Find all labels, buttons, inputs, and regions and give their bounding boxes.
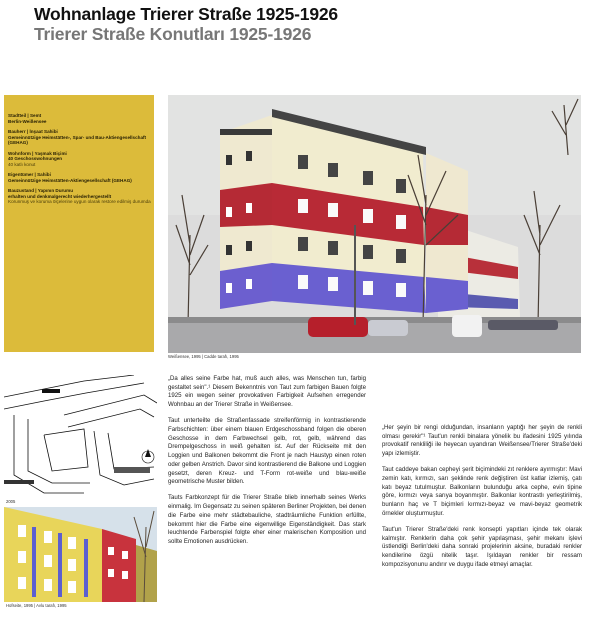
text-column-tr — [382, 424, 582, 577]
page-title-de: Wohnanlage Trierer Straße 1925-1926 — [34, 4, 338, 24]
info-stadtteil-label: Stadtteil | Semt — [8, 113, 42, 118]
info-list — [8, 113, 152, 210]
text-tr-paragraph: Taut'un Trierer Straße'deki renk konsepti yapıtları içinde tek olarak kalmıştır. Renklerin daha çok şehir yapılaşması, şehir mekanı işlevi üstlendiği Berlin'deki daha sonraki projelerinin aksine, buradaki renkler kendilerine özgü nitelik taşır. Işıldayan renkler bir ressam kompozisyonunu andırır ve duygu ifade etmeyi amaçlar. — [382, 526, 582, 568]
text-column-de — [168, 375, 366, 554]
info-bauzustand — [8, 188, 152, 205]
text-de-paragraph: Tauts Farbkonzept für die Trierer Straße blieb innerhalb seines Werks einmalig. Im Gegensatz zu seinen späteren Berliner Projekten, bei denen die Farbe eine mehr städtebauliche, stadträumliche Funktion erfüllte, bekommt hier die Farbe eine eigenwillige Eigenständigkeit. Das stark leuchtende Farbenspiel folgte eher einer malerischen Komposition und sollte Emotionen ausdrücken. — [168, 494, 366, 545]
info-bauherr-value: Gemeinnützige Heimstätten-, Spar- und Bau-Aktiengesellschaft (GEHAG) — [8, 134, 147, 146]
info-stadtteil-value: Berlin-Weißensee — [8, 118, 47, 124]
info-bauzustand-tr: Korunmuş ve koruma ölçelerine uygun olarak restore edilmiş durumda — [8, 199, 151, 205]
info-eigentuemer — [8, 172, 152, 183]
text-tr-paragraph: „Her şeyin bir rengi olduğundan, insanların yaptığı her şeyin de renkli olması gerekir"¹ Taut'un renkli binalara yönelik bu ifadesini 1925 yılında provokatif renkliliği ile heyecan uyandıran Weißensee/Trierer Straße'deki yapı izlemiştir. — [382, 424, 582, 458]
site-plan-label: 2005 — [6, 499, 16, 504]
info-bauherr — [8, 129, 152, 146]
info-eigentuemer-value: Gemeinnützige Heimstätten-Aktiengesellschaft (GEHAG) — [8, 177, 132, 183]
info-stadtteil — [8, 113, 152, 124]
courtyard-photo — [4, 507, 157, 602]
info-wohnform-tr: 40 katlı konut — [8, 161, 36, 167]
info-wohnform-label: Wohnform | Yaşmak Biçimi — [8, 150, 67, 156]
info-eigentuemer-label: Eigentümer | Sahibi — [8, 172, 51, 178]
courtyard-photo-caption: Hofseite, 1995 | Avlu tarafı, 1995 — [6, 603, 67, 608]
site-plan — [4, 375, 157, 502]
main-photo-caption: Weißensee, 1995 | Cadde tarafı, 1995 — [168, 354, 239, 359]
main-photo — [168, 95, 581, 353]
info-wohnform — [8, 151, 152, 168]
info-bauzustand-value: erhalten und denkmalgerecht wiederhergestellt — [8, 193, 112, 199]
text-de-paragraph: „Da alles seine Farbe hat, muß auch alles, was Menschen tun, farbig gestaltet sein".¹ Diesem Bekenntnis von Taut zum farbigen Bauen folgte 1925 ein wegen seiner provokativen Farbigkeit Aufsehen erregender Wohnbau an der Trierer Straße in Weißensee. — [168, 375, 366, 409]
text-de-paragraph: Taut unterteilte die Straßenfassade streifenförmig in kontrastierende Farbschichten: über einem blauen Erdgeschossband folgen die oberen Geschosse in dem Farbwechsel gelb, rot, gelb, während das Drempelgeschoss in weiß gehalten ist. Auf der Rückseite mit den Loggien und Balkonen bekommt die Front je nach Haustyp einen roten oder gelben Anstrich. Davor sind kontrastierend die Balkone und Loggien gesetzt, deren Kreuz- und T-Form rot-weiße und blau-weiße geometrische Muster bilden. — [168, 417, 366, 486]
info-bauherr-label: Bauherr | İnşaat Sahibi — [8, 128, 58, 134]
page-title-tr: Trierer Straße Konutları 1925-1926 — [34, 24, 312, 44]
info-bauzustand-label: Bauzustand | Yapının Durumu — [8, 188, 74, 194]
text-tr-paragraph: Taut caddeye bakan cepheyi şerit biçimindeki zıt renklere ayırmıştır: Mavi zemin katı, kırmızı, sarı şeklinde renk değiştiren üst katlar izlemiş, çatı katı beyaz tutulmuştur. Balkonların bulunduğu arka cephe, evin tipine göre, kırmızı veya sarıya boyanmıştır. Balkonlar kontrastlı yerleştirilmiş, bunların haç ve T biçimleri kırmızı-beyaz ve mavi-beyaz geometrik örnekler oluşturmuştur. — [382, 466, 582, 517]
info-wohnform-value: 40 Geschosswohnungen — [8, 156, 63, 162]
